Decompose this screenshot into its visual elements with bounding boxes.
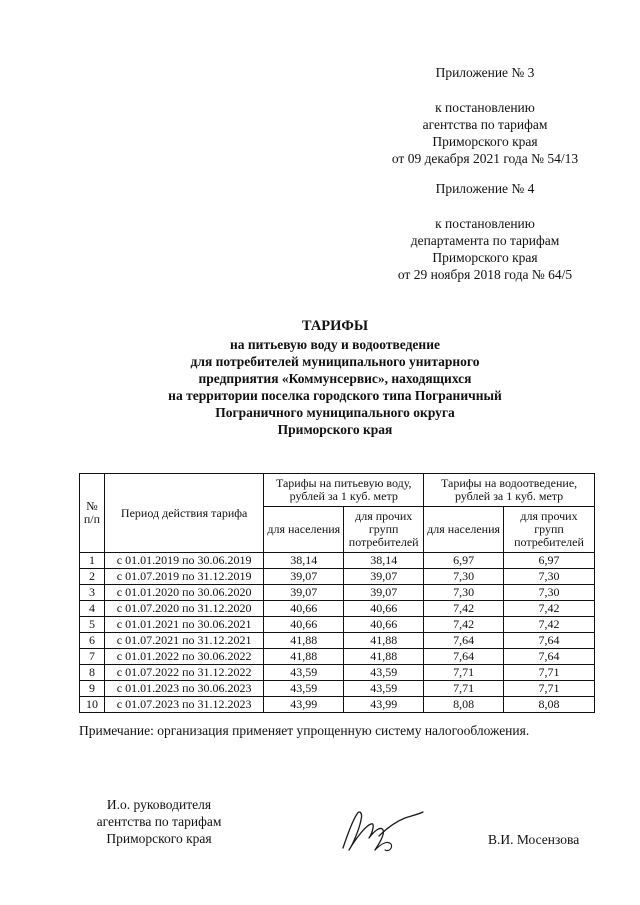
water-population-value: 39,07 [264, 569, 344, 585]
water-other-value: 43,59 [344, 665, 424, 681]
sewerage-population-value: 7,42 [424, 617, 504, 633]
row-number: 2 [80, 569, 105, 585]
table-row [80, 569, 595, 585]
water-other-value: 43,59 [344, 681, 424, 697]
title-line-3: предприятия «Коммунсервис», находящихся [198, 371, 472, 386]
appendix-3-header [360, 64, 610, 167]
table-row [80, 681, 595, 697]
water-population-value: 40,66 [264, 617, 344, 633]
handwritten-signature [335, 800, 425, 860]
sewerage-other-value: 6,97 [504, 553, 595, 569]
column-header-water-other: для прочих групп потребителей [344, 507, 424, 553]
water-other-value: 40,66 [344, 617, 424, 633]
water-population-value: 39,07 [264, 585, 344, 601]
position-line-3: Приморского края [106, 831, 212, 846]
water-other-value: 41,88 [344, 633, 424, 649]
row-period: с 01.07.2020 по 31.12.2020 [104, 601, 263, 617]
row-number: 7 [80, 649, 105, 665]
title-line-5: Пограничного муниципального округа [215, 405, 455, 420]
document-title-block [120, 316, 550, 438]
signatory-position [79, 796, 239, 847]
row-period: с 01.07.2019 по 31.12.2019 [104, 569, 263, 585]
sewerage-other-value: 8,08 [504, 697, 595, 713]
appendix-3-title: Приложение № 3 [435, 65, 535, 80]
water-population-value: 38,14 [264, 553, 344, 569]
title-line-2: для потребителей муниципального унитарного [190, 354, 480, 369]
sewerage-other-value: 7,71 [504, 665, 595, 681]
table-row [80, 617, 595, 633]
water-other-value: 38,14 [344, 553, 424, 569]
document-title: ТАРИФЫ [301, 318, 369, 334]
sewerage-other-value: 7,30 [504, 585, 595, 601]
water-population-value: 43,59 [264, 681, 344, 697]
water-other-value: 43,99 [344, 697, 424, 713]
column-group-water: Тарифы на питьевую воду, рублей за 1 куб. метр [264, 474, 424, 507]
appendix-3-line-4: от 09 декабря 2021 года № 54/13 [391, 151, 579, 166]
water-population-value: 43,99 [264, 697, 344, 713]
table-row [80, 585, 595, 601]
appendix-4-line-4: от 29 ноября 2018 года № 64/5 [397, 267, 573, 282]
column-header-water-population: для населения [264, 507, 344, 553]
water-population-value: 41,88 [264, 649, 344, 665]
tax-note: Примечание: организация применяет упрощенную систему налогообложения. [79, 723, 530, 738]
row-number: 5 [80, 617, 105, 633]
position-line-1: И.о. руководителя [106, 797, 212, 812]
sewerage-population-value: 6,97 [424, 553, 504, 569]
column-header-period: Период действия тарифа [104, 474, 263, 553]
row-period: с 01.01.2020 по 30.06.2020 [104, 585, 263, 601]
sewerage-population-value: 7,71 [424, 681, 504, 697]
tariffs-table [79, 473, 595, 713]
row-number: 9 [80, 681, 105, 697]
title-line-1: на питьевую воду и водоотведение [230, 337, 440, 352]
table-row [80, 553, 595, 569]
appendix-3-line-3: Приморского края [432, 134, 538, 149]
water-other-value: 39,07 [344, 569, 424, 585]
column-header-sewerage-other: для прочих групп потребителей [504, 507, 595, 553]
row-period: с 01.07.2021 по 31.12.2021 [104, 633, 263, 649]
row-number: 10 [80, 697, 105, 713]
column-header-sewerage-population: для населения [424, 507, 504, 553]
table-row [80, 633, 595, 649]
row-period: с 01.01.2023 по 30.06.2023 [104, 681, 263, 697]
row-period: с 01.01.2021 по 30.06.2021 [104, 617, 263, 633]
sewerage-population-value: 7,64 [424, 649, 504, 665]
appendix-4-line-2: департамента по тарифам [410, 233, 560, 248]
sewerage-population-value: 7,30 [424, 585, 504, 601]
table-row [80, 601, 595, 617]
table-row [80, 697, 595, 713]
sewerage-other-value: 7,42 [504, 601, 595, 617]
sewerage-other-value: 7,42 [504, 617, 595, 633]
appendix-4-title: Приложение № 4 [435, 181, 535, 196]
row-number: 8 [80, 665, 105, 681]
row-number: 4 [80, 601, 105, 617]
row-number: 6 [80, 633, 105, 649]
water-other-value: 39,07 [344, 585, 424, 601]
row-number: 3 [80, 585, 105, 601]
appendix-4-line-3: Приморского края [432, 250, 538, 265]
position-line-2: агентства по тарифам [96, 814, 222, 829]
sewerage-population-value: 7,71 [424, 665, 504, 681]
appendix-3-line-2: агентства по тарифам [422, 117, 548, 132]
sewerage-other-value: 7,64 [504, 649, 595, 665]
row-period: с 01.07.2023 по 31.12.2023 [104, 697, 263, 713]
sewerage-population-value: 8,08 [424, 697, 504, 713]
appendix-4-line-1: к постановлению [435, 216, 535, 231]
signatory-name: В.И. Мосензова [488, 832, 580, 847]
appendix-4-header [360, 180, 610, 283]
row-period: с 01.07.2022 по 31.12.2022 [104, 665, 263, 681]
sewerage-population-value: 7,30 [424, 569, 504, 585]
water-other-value: 40,66 [344, 601, 424, 617]
water-other-value: 41,88 [344, 649, 424, 665]
sewerage-other-value: 7,64 [504, 633, 595, 649]
water-population-value: 43,59 [264, 665, 344, 681]
water-population-value: 41,88 [264, 633, 344, 649]
title-line-6: Приморского края [277, 422, 393, 437]
column-header-number: № п/п [80, 474, 105, 553]
table-row [80, 665, 595, 681]
table-row [80, 649, 595, 665]
row-period: с 01.01.2022 по 30.06.2022 [104, 649, 263, 665]
column-group-sewerage: Тарифы на водоотведение, рублей за 1 куб. метр [424, 474, 595, 507]
title-line-4: на территории поселка городского типа Пограничный [168, 388, 502, 403]
appendix-3-line-1: к постановлению [435, 100, 535, 115]
sewerage-other-value: 7,30 [504, 569, 595, 585]
sewerage-population-value: 7,42 [424, 601, 504, 617]
water-population-value: 40,66 [264, 601, 344, 617]
sewerage-other-value: 7,71 [504, 681, 595, 697]
sewerage-population-value: 7,64 [424, 633, 504, 649]
row-number: 1 [80, 553, 105, 569]
row-period: с 01.01.2019 по 30.06.2019 [104, 553, 263, 569]
